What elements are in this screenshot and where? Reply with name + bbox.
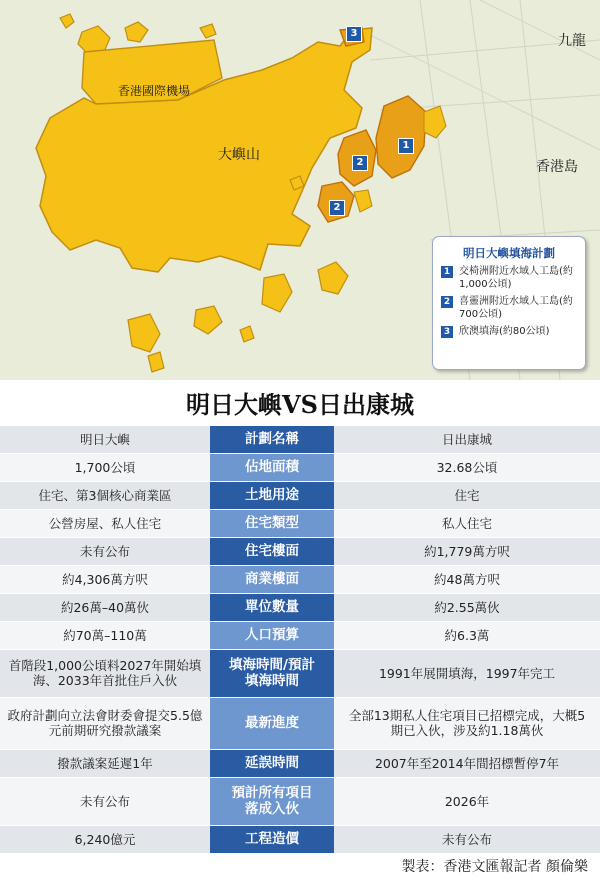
cell-category: 單位數量 (210, 593, 334, 621)
table-row (0, 453, 600, 481)
legend-number: 3 (441, 326, 453, 338)
cell-category: 填海時間/預計填海時間 (210, 649, 334, 697)
table-row (0, 649, 600, 697)
table-row (0, 426, 600, 453)
cell-left: 約70萬–110萬 (0, 621, 210, 649)
cell-left: 首階段1,000公頃料2027年開始填海、2033年首批住戶入伙 (0, 649, 210, 697)
cell-category: 佔地面積 (210, 453, 334, 481)
kowloon-label: 九龍 (558, 33, 586, 49)
legend-text: 喜靈洲附近水域人工島(約700公頃) (459, 296, 573, 320)
cell-category: 土地用途 (210, 481, 334, 509)
cell-category: 計劃名稱 (210, 426, 334, 453)
legend-item (441, 265, 577, 291)
cell-right: 約2.55萬伙 (334, 593, 600, 621)
table-row (0, 749, 600, 777)
legend-item (441, 325, 577, 338)
cell-right: 日出康城 (334, 426, 600, 453)
cell-category: 工程造價 (210, 825, 334, 853)
badge-3: 3 (346, 26, 362, 42)
credit-line: 製表：香港文匯報記者 顏倫樂 (401, 859, 588, 875)
cell-left: 住宅、第3個核心商業區 (0, 481, 210, 509)
hk-island-label: 香港島 (536, 159, 578, 175)
cell-category: 人口預算 (210, 621, 334, 649)
table-row (0, 509, 600, 537)
cell-right: 約6.3萬 (334, 621, 600, 649)
cell-left: 未有公布 (0, 777, 210, 825)
cell-right: 私人住宅 (334, 509, 600, 537)
cell-category: 預計所有項目落成入伙 (210, 777, 334, 825)
cell-right: 1991年展開填海，1997年完工 (334, 649, 600, 697)
badge-2-b: 2 (329, 200, 345, 216)
legend-number: 2 (441, 296, 453, 308)
cell-right: 2026年 (334, 777, 600, 825)
map-legend (432, 236, 586, 370)
cell-category: 住宅樓面 (210, 537, 334, 565)
cell-right: 約48萬方呎 (334, 565, 600, 593)
table-row (0, 481, 600, 509)
map (0, 0, 600, 380)
cell-right: 32.68公頃 (334, 453, 600, 481)
cell-left: 明日大嶼 (0, 426, 210, 453)
cell-right: 2007年至2014年間招標暫停7年 (334, 749, 600, 777)
legend-number: 1 (441, 266, 453, 278)
cell-category: 最新進度 (210, 697, 334, 749)
table-row (0, 593, 600, 621)
cell-left: 6,240億元 (0, 825, 210, 853)
cell-left: 公營房屋、私人住宅 (0, 509, 210, 537)
table-row (0, 777, 600, 825)
comparison-table (0, 426, 600, 854)
lantau-label: 大嶼山 (218, 147, 260, 163)
badge-1: 1 (398, 138, 414, 154)
comparison-title: 明日大嶼VS日出康城 (186, 390, 414, 419)
cell-left: 1,700公頃 (0, 453, 210, 481)
cell-left: 未有公布 (0, 537, 210, 565)
table-row (0, 825, 600, 853)
legend-text: 交椅洲附近水域人工島(約1,000公頃) (459, 266, 573, 290)
cell-right: 未有公布 (334, 825, 600, 853)
cell-right: 約1,779萬方呎 (334, 537, 600, 565)
cell-right: 全部13期私人住宅項目已招標完成，大概5期已入伙，涉及約1.18萬伙 (334, 697, 600, 749)
badge-2-a: 2 (352, 155, 368, 171)
legend-title: 明日大嶼填海計劃 (463, 246, 555, 260)
cell-left: 約4,306萬方呎 (0, 565, 210, 593)
airport-label: 香港國際機場 (118, 84, 191, 98)
cell-category: 延誤時間 (210, 749, 334, 777)
cell-left: 撥款議案延遲1年 (0, 749, 210, 777)
cell-left: 約26萬–40萬伙 (0, 593, 210, 621)
table-row (0, 565, 600, 593)
cell-left: 政府計劃向立法會財委會提交5.5億元前期研究撥款議案 (0, 697, 210, 749)
table-row (0, 537, 600, 565)
table-row (0, 621, 600, 649)
cell-category: 住宅類型 (210, 509, 334, 537)
cell-category: 商業樓面 (210, 565, 334, 593)
table-row (0, 697, 600, 749)
legend-item (441, 295, 577, 321)
cell-right: 住宅 (334, 481, 600, 509)
legend-text: 欣澳填海(約80公頃) (459, 326, 550, 337)
